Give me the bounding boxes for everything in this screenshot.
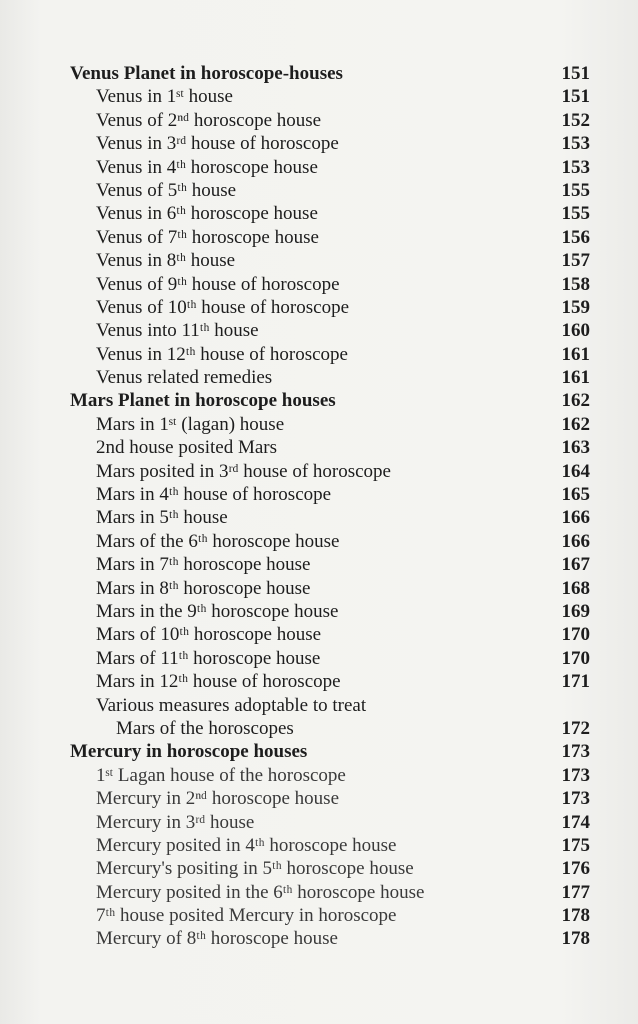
toc-entry-title xyxy=(96,249,235,272)
toc-page-number: 178 xyxy=(561,905,590,927)
toc-entry-title xyxy=(96,857,414,880)
toc-entry-title-line: Mercury posited in the 6ᵗʰ horoscope house xyxy=(96,881,425,903)
toc-page-number: 156 xyxy=(561,226,590,248)
toc-entry-title-line: Venus related remedies xyxy=(96,367,273,389)
toc-section-heading xyxy=(0,389,638,412)
toc-entry xyxy=(0,506,638,529)
toc-entry-title xyxy=(70,740,307,763)
toc-page-number: 166 xyxy=(561,530,590,552)
toc-page-number: 157 xyxy=(561,250,590,272)
toc-entry xyxy=(0,226,638,249)
toc-entry-title-line: Venus of 10ᵗʰ house of horoscope xyxy=(96,296,350,318)
toc-entry xyxy=(0,249,638,272)
toc-entry-title-line: Venus in 1ˢᵗ house xyxy=(96,86,233,108)
toc-entry-title-line: Venus into 11ᵗʰ house xyxy=(96,320,259,342)
toc-entry xyxy=(0,530,638,553)
toc-page-number: 160 xyxy=(561,320,590,342)
toc-entry-title-line: Mars in 12ᵗʰ house of horoscope xyxy=(96,671,341,693)
toc-entry-title-line: Venus of 7ᵗʰ horoscope house xyxy=(96,226,319,248)
toc-entry-title xyxy=(96,670,341,693)
toc-entry xyxy=(0,460,638,483)
toc-entry-title xyxy=(96,273,340,296)
toc-entry-title-line: Various measures adoptable to treat xyxy=(96,694,367,716)
toc-entry-title xyxy=(96,834,396,857)
toc-page-number: 174 xyxy=(561,811,590,833)
toc-page-number: 164 xyxy=(561,460,590,482)
toc-page-number: 178 xyxy=(561,928,590,950)
toc-page-number: 170 xyxy=(561,624,590,646)
toc-entry-title-line: Mercury in 2ⁿᵈ horoscope house xyxy=(96,788,340,810)
toc-entry-title-line: Mercury posited in 4ᵗʰ horoscope house xyxy=(96,834,397,856)
toc-entry-title-line: Venus in 4ᵗʰ horoscope house xyxy=(96,156,318,178)
toc-entry-title-line: Venus of 2ⁿᵈ horoscope house xyxy=(96,109,322,131)
toc-entry-title xyxy=(96,226,319,249)
toc-page-number: 162 xyxy=(561,390,590,412)
toc-entry xyxy=(0,343,638,366)
toc-entry xyxy=(0,694,638,741)
toc-page-number: 152 xyxy=(561,109,590,131)
toc-entry-title xyxy=(96,460,391,483)
toc-entry xyxy=(0,670,638,693)
toc-entry-title xyxy=(96,623,321,646)
toc-entry-title-line: Venus in 8ᵗʰ house xyxy=(96,250,236,272)
toc-entry-title xyxy=(96,179,236,202)
toc-page-number: 168 xyxy=(561,577,590,599)
toc-page-number: 153 xyxy=(561,133,590,155)
toc-entry-title-line: Mars of 10ᵗʰ horoscope house xyxy=(96,624,322,646)
toc-entry xyxy=(0,881,638,904)
toc-entry-title-line: Mercury's positing in 5ᵗʰ horoscope house xyxy=(96,858,414,880)
toc-entry-title xyxy=(96,904,396,927)
toc-entry xyxy=(0,132,638,155)
toc-entry-title-line: Mars in 7ᵗʰ horoscope house xyxy=(96,554,311,576)
toc-entry xyxy=(0,811,638,834)
toc-entry-title xyxy=(96,506,228,529)
toc-entry xyxy=(0,436,638,459)
toc-entry-title xyxy=(96,85,233,108)
toc-entry-title-line: Mars of 11ᵗʰ horoscope house xyxy=(96,647,321,669)
toc-page-number: 170 xyxy=(561,647,590,669)
toc-entry-title-line: Mars of the 6ᵗʰ horoscope house xyxy=(96,530,340,552)
toc-entry xyxy=(0,904,638,927)
toc-page-number: 176 xyxy=(561,858,590,880)
toc-entry-title xyxy=(96,553,310,576)
toc-entry xyxy=(0,413,638,436)
toc-entry-title xyxy=(96,319,259,342)
toc-entry xyxy=(0,109,638,132)
toc-entry-title-line: Mercury in horoscope houses xyxy=(70,741,308,763)
toc-entry xyxy=(0,319,638,342)
toc-entry-title xyxy=(96,343,348,366)
toc-entry-title xyxy=(96,530,340,553)
toc-entry-title-line: 7ᵗʰ house posited Mercury in horoscope xyxy=(96,905,397,927)
toc-entry-title xyxy=(96,436,277,459)
toc-page-number: 173 xyxy=(561,741,590,763)
toc-page-number: 169 xyxy=(561,600,590,622)
toc-page-number: 158 xyxy=(561,273,590,295)
toc-entry-title-line: Mars posited in 3ʳᵈ house of horoscope xyxy=(96,460,391,482)
toc-entry xyxy=(0,366,638,389)
toc-page-number: 171 xyxy=(561,671,590,693)
toc-entry-title-line: Mars in the 9ᵗʰ horoscope house xyxy=(96,600,339,622)
toc-entry-title xyxy=(96,811,254,834)
toc-entry-title-line: Mercury in 3ʳᵈ house xyxy=(96,811,255,833)
toc-page-number: 161 xyxy=(561,367,590,389)
toc-entry-title-line: Mars in 1ˢᵗ (lagan) house xyxy=(96,413,285,435)
toc-entry-title xyxy=(96,787,339,810)
table-of-contents xyxy=(0,62,638,951)
toc-entry-title-line-2: Mars of the horoscopes xyxy=(116,717,294,739)
toc-page-number: 151 xyxy=(561,62,590,84)
toc-page-number: 159 xyxy=(561,296,590,318)
toc-entry-title xyxy=(96,764,346,787)
toc-entry xyxy=(0,857,638,880)
toc-page-number: 161 xyxy=(561,343,590,365)
toc-page-number: 177 xyxy=(561,881,590,903)
toc-entry xyxy=(0,577,638,600)
toc-page-number: 155 xyxy=(561,179,590,201)
toc-entry-title xyxy=(96,600,338,623)
toc-entry xyxy=(0,179,638,202)
toc-entry-title xyxy=(96,366,272,389)
toc-entry-title xyxy=(96,927,338,950)
toc-entry-title-line: 2nd house posited Mars xyxy=(96,437,278,459)
toc-entry xyxy=(0,647,638,670)
toc-page-number: 162 xyxy=(561,413,590,435)
toc-entry-title-line: Mars Planet in horoscope houses xyxy=(70,390,336,412)
toc-entry-title-line: Venus in 3ʳᵈ house of horoscope xyxy=(96,133,339,155)
toc-entry-title xyxy=(96,132,339,155)
toc-entry-title-line: Mars in 5ᵗʰ house xyxy=(96,507,228,529)
toc-entry xyxy=(0,85,638,108)
toc-entry xyxy=(0,834,638,857)
toc-page-number: 166 xyxy=(561,507,590,529)
toc-entry-title xyxy=(70,389,336,412)
toc-entry-title-line: Mars in 4ᵗʰ house of horoscope xyxy=(96,484,332,506)
toc-entry-title xyxy=(96,156,318,179)
toc-entry-title xyxy=(96,109,321,132)
toc-entry-title-line: Venus of 5ᵗʰ house xyxy=(96,179,237,201)
toc-entry-title xyxy=(96,881,424,904)
toc-entry xyxy=(0,483,638,506)
toc-entry-title-line: Mars in 8ᵗʰ horoscope house xyxy=(96,577,311,599)
toc-entry-title xyxy=(70,62,343,85)
toc-entry-title xyxy=(96,647,320,670)
toc-page-number: 153 xyxy=(561,156,590,178)
toc-entry xyxy=(0,600,638,623)
toc-entry-title-line: 1ˢᵗ Lagan house of the horoscope xyxy=(96,764,346,786)
toc-entry xyxy=(0,296,638,319)
toc-section-heading xyxy=(0,740,638,763)
toc-entry xyxy=(0,764,638,787)
toc-entry-title xyxy=(96,694,366,741)
toc-entry xyxy=(0,787,638,810)
toc-entry-title-line: Mercury of 8ᵗʰ horoscope house xyxy=(96,928,338,950)
toc-entry xyxy=(0,927,638,950)
toc-entry-title xyxy=(96,202,318,225)
toc-entry xyxy=(0,202,638,225)
toc-entry-title xyxy=(96,483,331,506)
toc-page-number: 173 xyxy=(561,788,590,810)
toc-entry-title xyxy=(96,577,310,600)
toc-entry xyxy=(0,273,638,296)
toc-page-number: 167 xyxy=(561,554,590,576)
toc-page-number: 173 xyxy=(561,764,590,786)
toc-entry-title xyxy=(96,296,349,319)
toc-page-number: 163 xyxy=(561,437,590,459)
toc-entry-title xyxy=(96,413,284,436)
toc-page-number: 155 xyxy=(561,203,590,225)
toc-section-heading xyxy=(0,62,638,85)
toc-page-number: 151 xyxy=(561,86,590,108)
toc-entry-title-line: Venus in 6ᵗʰ horoscope house xyxy=(96,203,318,225)
toc-entry-title-line: Venus in 12ᵗʰ house of horoscope xyxy=(96,343,348,365)
toc-page-number: 165 xyxy=(561,484,590,506)
toc-entry xyxy=(0,156,638,179)
toc-entry-title-line: Venus Planet in horoscope-houses xyxy=(70,63,343,84)
toc-entry xyxy=(0,553,638,576)
toc-entry-title-line: Venus of 9ᵗʰ house of horoscope xyxy=(96,273,340,295)
toc-entry xyxy=(0,623,638,646)
toc-page-number: 172 xyxy=(561,717,590,739)
toc-page-number: 175 xyxy=(561,834,590,856)
